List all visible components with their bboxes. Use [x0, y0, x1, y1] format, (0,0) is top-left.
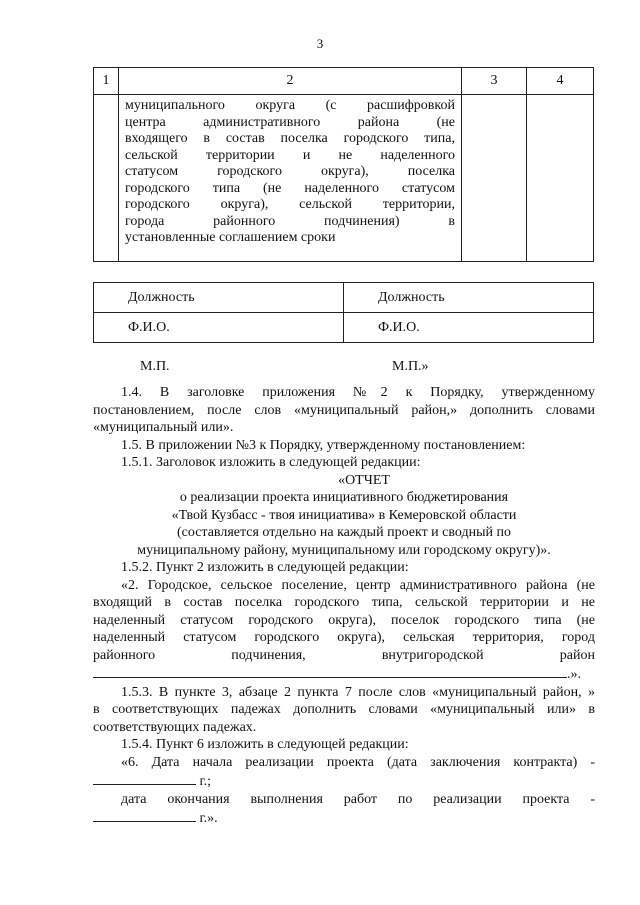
heading-line: о реализации проекта инициативного бюджетирования	[179, 490, 509, 505]
fio-label: Ф.И.О.	[344, 313, 594, 343]
paragraph-line	[93, 664, 595, 684]
paragraph-line: «2. Городское, сельское поселение, центр административного района (не	[121, 577, 595, 593]
cell-line: сельской территории и не наделенного	[125, 147, 455, 163]
column-header: 1	[94, 68, 119, 95]
cell-line: статусом городского округа), поселка	[125, 164, 455, 179]
paragraph-line: «6. Дата начала реализации проекта (дата заключения контракта) -	[121, 754, 595, 770]
column-header: 3	[462, 68, 527, 95]
position-label: Должность	[344, 283, 594, 313]
paragraph-line	[93, 771, 595, 791]
document-body	[93, 384, 595, 828]
report-table	[93, 67, 594, 262]
line-ending: .».	[567, 667, 581, 682]
table-row	[94, 95, 594, 262]
table-cell	[527, 95, 594, 262]
cell-text	[119, 95, 461, 247]
table-cell	[94, 95, 119, 262]
column-header: 4	[527, 68, 594, 95]
cell-line: города районного подчинения) в	[125, 213, 455, 229]
fio-label: Ф.И.О.	[94, 313, 344, 343]
heading-line: «ОТЧЕТ	[338, 472, 390, 488]
line-ending: г.».	[196, 811, 218, 826]
paragraph-line: 1.5.3. В пункте 3, абзаце 2 пункта 7 после слов «муниципальный район, »	[121, 684, 595, 700]
paragraph-line: соответствующих падежах.	[93, 719, 257, 735]
cell-line: муниципального округа (с расшифровкой	[125, 98, 455, 113]
line-ending: г.;	[196, 774, 212, 789]
paragraph-line: в соответствующих падежах дополнить словами «муниципальный или» в	[93, 702, 595, 717]
heading-line: (составляется отдельно на каждый проект и сводный по	[176, 525, 512, 540]
heading-line: «Твой Кузбасс - твоя инициатива» в Кемеровской области	[171, 507, 517, 523]
table-row	[94, 283, 594, 313]
fill-in-blank	[93, 664, 567, 678]
cell-line: городского округа), сельской территории,	[125, 197, 455, 212]
page-number: 3	[316, 36, 324, 51]
paragraph-line: постановлением, после слов «муниципальный район,» дополнить словами	[93, 402, 595, 418]
cell-line: входящего в состав поселка городского типа,	[125, 131, 455, 146]
heading-line: муниципальному району, муниципальному или городскому округу)».	[137, 542, 551, 558]
paragraph-line: наделенный статусом городского округа), поселок городского типа (не	[93, 612, 595, 628]
cell-line: установленные соглашением сроки	[125, 230, 336, 245]
paragraph-line: районного подчинения, внутригородской район	[93, 647, 595, 663]
signature-table	[93, 282, 594, 343]
paragraph-line: 1.5. В приложении №3 к Порядку, утвержденному постановлением:	[121, 437, 526, 453]
position-label: Должность	[94, 283, 344, 313]
table-cell	[462, 95, 527, 262]
paragraph-line: «муниципальный или».	[93, 420, 234, 435]
paragraph-line: 1.4. В заголовке приложения №2 к Порядку, утвержденному	[121, 385, 595, 400]
cell-line: городского типа (не наделенного статусом	[125, 180, 455, 196]
column-header: 2	[119, 68, 462, 95]
paragraph-line: 1.5.4. Пункт 6 изложить в следующей редакции:	[121, 737, 409, 752]
fill-in-blank	[93, 808, 196, 822]
stamp-place-left: М.П.	[140, 359, 170, 374]
paragraph-line: 1.5.2. Пункт 2 изложить в следующей редакции:	[121, 560, 409, 575]
paragraph-line	[93, 808, 595, 828]
cell-line: центра административного района (не	[125, 114, 455, 130]
stamp-place-right: М.П.»	[392, 359, 429, 374]
table-row	[94, 313, 594, 343]
table-cell	[119, 95, 462, 262]
paragraph-line: 1.5.1. Заголовок изложить в следующей редакции:	[121, 455, 421, 470]
paragraph-line: наделенный статусом городского округа), сельская территория, город	[93, 630, 595, 645]
paragraph-line: дата окончания выполнения работ по реализации проекта -	[121, 791, 595, 807]
fill-in-blank	[93, 771, 196, 785]
table-header-row	[94, 68, 594, 95]
paragraph-line: входящий в состав поселка городского типа, сельской территории и не	[93, 595, 595, 610]
